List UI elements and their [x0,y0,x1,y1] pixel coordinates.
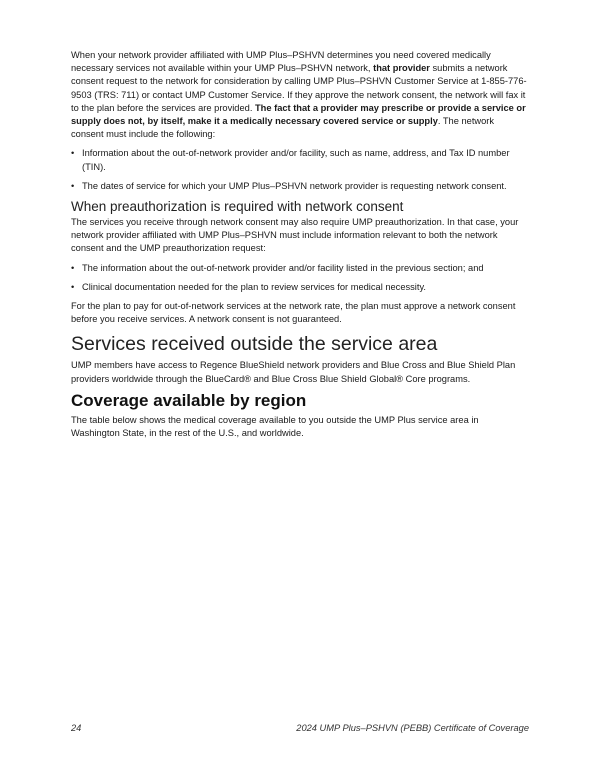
page-body [71,49,529,440]
page-footer [71,723,529,733]
preauth-paragraph: The services you receive through network consent may also require UMP preauthorization. In that case, your network provider affiliated with UMP Plus–PSHVN must include information relevant to both the network consent and the UMP preauthorization request: [71,217,519,254]
list-item: • The information about the out-of-network provider and/or facility listed in the previous section; and [71,262,529,275]
coverage-table-intro: The table below shows the medical coverage available to you outside the UMP Plus service area in Washington State, in the rest of the U.S., and worldwide. [71,414,479,439]
bold-text: The fact that a provider may prescribe or provide a service or supply does not, by itself, make it a medically necessary covered service or supply [71,102,526,127]
text-run: When your network provider affiliated with UMP Plus–PSHVN determines you need covered medically necessary services not available within your UMP Plus–PSHVN network, [71,50,491,74]
bluecard-paragraph: UMP members have access to Regence BlueShield network providers and Blue Cross and Blue Shield Plan providers worldwide through the BlueCard® and Blue Cross Blue Shield Global® Core programs. [71,360,516,384]
text-run: submits a network consent request to the network for consideration by calling UMP Plus–PSHVN Customer Service at 1-855-776-9503 (TRS: 711) or contact UMP Customer Service. If they approve the network consent, the network will fax it to the plan before the services are provided. [71,63,527,113]
network-rate-paragraph: For the plan to pay for out-of-network services at the network rate, the plan must approve a network consent before you receive services. A network consent is not guaranteed. [71,301,516,325]
preauth-heading: When preauthorization is required with network consent [71,199,404,215]
document-title: 2024 UMP Plus–PSHVN (PEBB) Certificate of Coverage [296,723,529,733]
list-item: • Information about the out-of-network provider and/or facility, such as name, address, and Tax ID number (TIN). [71,147,529,173]
consent-requirements-list [71,147,529,193]
coverage-by-region-heading: Coverage available by region [71,390,307,410]
page-number: 24 [71,723,82,733]
bold-text: that provider [373,63,430,74]
network-consent-paragraph [71,49,529,141]
text-run: . The network consent must include the following: [71,116,495,140]
list-item: • Clinical documentation needed for the plan to review services for medical necessity. [71,281,529,294]
list-item: • The dates of service for which your UMP Plus–PSHVN network provider is requesting network consent. [71,180,529,193]
preauth-requirements-list [71,262,529,294]
outside-service-area-heading: Services received outside the service area [71,333,438,356]
